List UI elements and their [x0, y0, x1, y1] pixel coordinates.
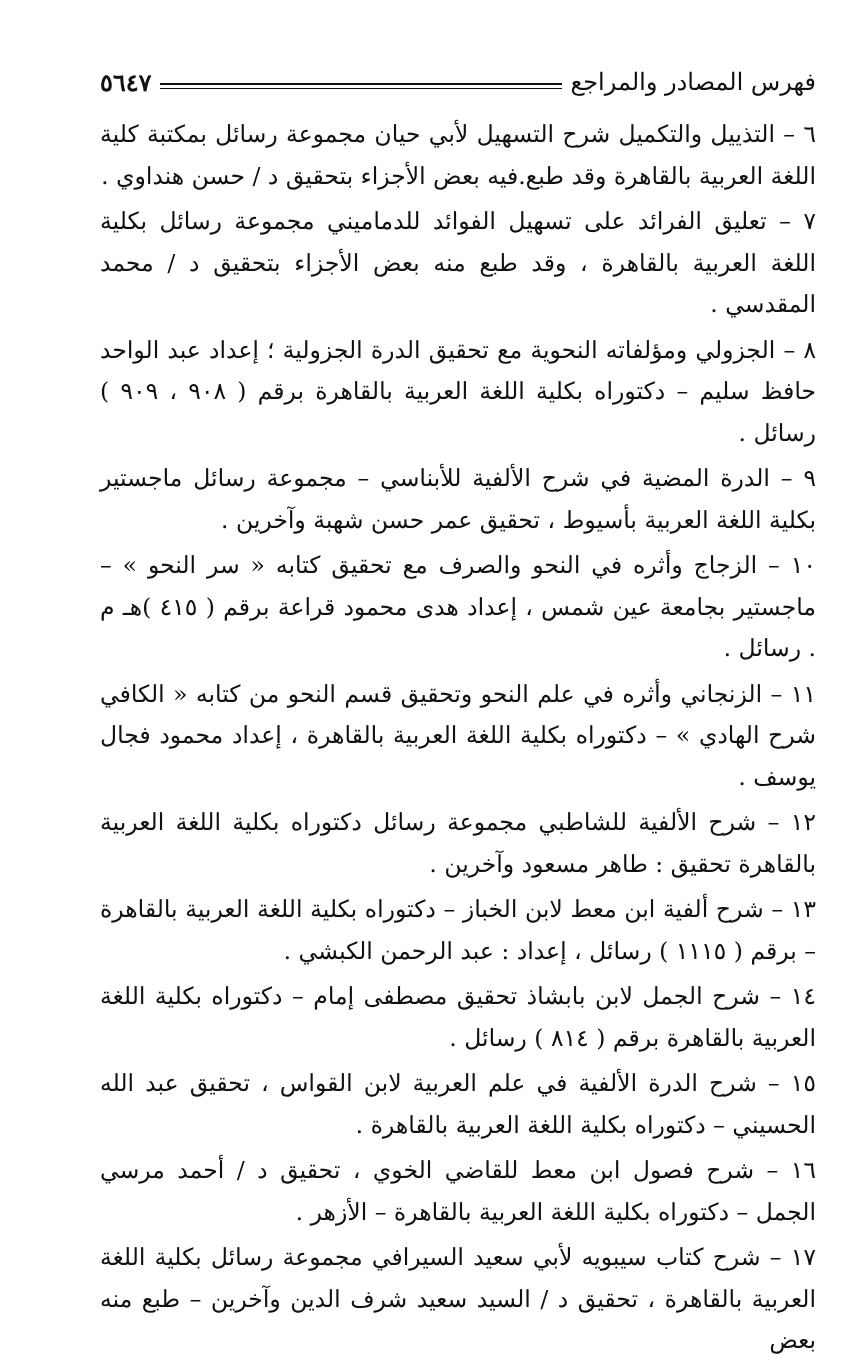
entry-text: – شرح كتاب سيبويه لأبي سعيد السيرافي مجموعة رسائل بكلية اللغة العربية بالقاهرة ، تحقيق د / السيد سعيد شرف الدين وآخرين – طبع منه بعض [100, 1243, 816, 1354]
bibliography-entry [100, 1150, 816, 1233]
entry-number: ١٧ [790, 1243, 816, 1271]
entry-text: – الدرة المضية في شرح الألفية للأبناسي – مجموعة رسائل ماجستير بكلية اللغة العربية بأسيوط ، تحقيق عمر حسن شهبة وآخرين . [100, 464, 816, 534]
bibliography-list [100, 114, 816, 1362]
bibliography-entry [100, 802, 816, 885]
entry-number: ٦ [803, 120, 816, 148]
bibliography-entry [100, 114, 816, 197]
running-title: فهرس المصادر والمراجع [570, 68, 816, 96]
entry-number: ١١ [790, 679, 816, 708]
bibliography-entry [100, 1237, 816, 1362]
entry-text: – شرح الدرة الألفية في علم العربية لابن القواس ، تحقيق عبد الله الحسيني – دكتوراه بكلية اللغة العربية بالقاهرة . [100, 1069, 816, 1139]
entry-text: – التذييل والتكميل شرح التسهيل لأبي حيان مجموعة رسائل بمكتبة كلية اللغة العربية بالقاهرة وقد طبع.فيه بعض الأجزاء بتحقيق د / حسن هنداوي . [100, 120, 816, 190]
page-header [100, 62, 816, 102]
entry-text: – الزنجاني وأثره في علم النحو وتحقيق قسم النحو من كتابه « الكافي شرح الهادي » – دكتوراه بكلية اللغة العربية بالقاهرة ، إعداد محمود فجال يوسف . [100, 679, 816, 791]
entry-number: ٩ [803, 464, 816, 492]
entry-number: ١٦ [790, 1156, 816, 1184]
entry-text: – شرح فصول ابن معط للقاضي الخوي ، تحقيق د / أحمد مرسي الجمل – دكتوراه بكلية اللغة العربية بالقاهرة – الأزهر . [100, 1156, 816, 1226]
entry-number: ٨ [803, 335, 816, 364]
entry-number: ١٠ [790, 551, 816, 579]
entry-number: ١٢ [790, 808, 816, 836]
entry-number: ١٤ [790, 982, 816, 1010]
entry-number: ٧ [803, 207, 816, 235]
header-rule [160, 83, 563, 85]
entry-text: – شرح ألفية ابن معط لابن الخباز – دكتوراه بكلية اللغة العربية بالقاهرة – برقم ( ١١١٥ ) رسائل ، إعداد : عبد الرحمن الكبشي . [100, 895, 816, 965]
entry-text: – شرح الألفية للشاطبي مجموعة رسائل دكتوراه بكلية اللغة العربية بالقاهرة تحقيق : طاهر مسعود وآخرين . [100, 808, 816, 878]
page-number: ٥٦٤٧ [100, 67, 152, 97]
bibliography-entry [100, 976, 816, 1059]
entry-text: – الجزولي ومؤلفاته النحوية مع تحقيق الدرة الجزولية ؛ إعداد عبد الواحد حافظ سليم – دكتوراه بكلية اللغة العربية بالقاهرة برقم ( ٩٠٨ ، ٩٠٩ ) رسائل . [100, 335, 817, 447]
bibliography-entry [100, 330, 816, 455]
bibliography-entry [100, 1063, 816, 1146]
bibliography-entry [100, 889, 816, 972]
entry-number: ١٣ [790, 895, 816, 923]
bibliography-entry [100, 201, 816, 326]
entry-text: – شرح الجمل لابن بابشاذ تحقيق مصطفى إمام – دكتوراه بكلية اللغة العربية بالقاهرة برقم ( ٨١٤ ) رسائل . [100, 982, 816, 1052]
entry-text: – الزجاج وأثره في النحو والصرف مع تحقيق كتابه « سر النحو » – ماجستير بجامعة عين شمس ، إعداد هدى محمود قراعة برقم ( ٤١٥ )هـ م . رسائل . [100, 551, 816, 662]
document-page [100, 62, 816, 1366]
bibliography-entry [100, 545, 816, 670]
entry-text: – تعليق الفرائد على تسهيل الفوائد للدماميني مجموعة رسائل بكلية اللغة العربية بالقاهرة ، وقد طبع منه بعض الأجزاء بتحقيق د / محمد المقدسي . [100, 207, 816, 318]
bibliography-entry [100, 674, 816, 799]
bibliography-entry [100, 458, 816, 541]
entry-number: ١٥ [790, 1069, 816, 1097]
